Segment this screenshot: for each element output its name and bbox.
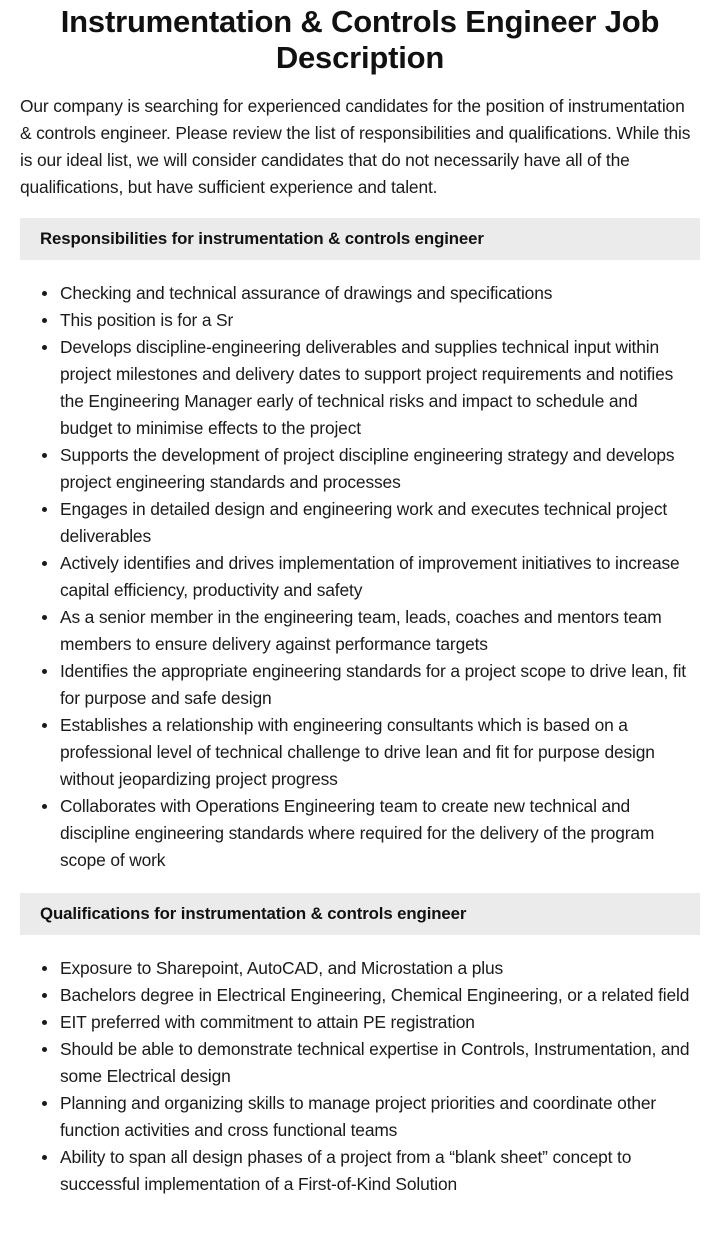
list-item: Bachelors degree in Electrical Engineering, Chemical Engineering, or a related field: [60, 982, 700, 1009]
responsibilities-list: [20, 280, 700, 874]
bullet-icon: [42, 1020, 47, 1025]
qualifications-heading: Qualifications for instrumentation & controls engineer: [20, 893, 700, 935]
bullet-icon: [42, 453, 47, 458]
list-item: Establishes a relationship with engineering consultants which is based on a professional level of technical challenge to drive lean and fit for purpose design without jeopardizing project progress: [60, 712, 700, 793]
bullet-icon: [42, 345, 47, 350]
bullet-icon: [42, 804, 47, 809]
bullet-icon: [42, 723, 47, 728]
bullet-icon: [42, 1101, 47, 1106]
list-item: Planning and organizing skills to manage project priorities and coordinate other function activities and cross functional teams: [60, 1090, 700, 1144]
list-item: Identifies the appropriate engineering standards for a project scope to drive lean, fit for purpose and safe design: [60, 658, 700, 712]
bullet-icon: [42, 291, 47, 296]
bullet-icon: [42, 669, 47, 674]
list-item: Develops discipline-engineering deliverables and supplies technical input within project milestones and delivery dates to support project requirements and notifies the Engineering Manager early of technical risks and impact to schedule and budget to minimise effects to the project: [60, 334, 700, 442]
list-item: This position is for a Sr: [60, 307, 700, 334]
list-item: Exposure to Sharepoint, AutoCAD, and Microstation a plus: [60, 955, 700, 982]
list-item: Supports the development of project discipline engineering strategy and develops project engineering standards and processes: [60, 442, 700, 496]
intro-paragraph: Our company is searching for experienced candidates for the position of instrumentation & controls engineer. Please review the list of responsibilities and qualifications. While this is our ideal list, we will consider candidates that do not necessarily have all of the qualifications, but have sufficient experience and talent.: [20, 96, 691, 197]
bullet-icon: [42, 966, 47, 971]
bullet-icon: [42, 1047, 47, 1052]
responsibilities-heading: Responsibilities for instrumentation & controls engineer: [20, 218, 700, 260]
qualifications-list: [20, 955, 700, 1198]
bullet-icon: [42, 1155, 47, 1160]
list-item: Engages in detailed design and engineering work and executes technical project deliverables: [60, 496, 700, 550]
bullet-icon: [42, 561, 47, 566]
bullet-icon: [42, 993, 47, 998]
list-item: Ability to span all design phases of a project from a “blank sheet” concept to successful implementation of a First-of-Kind Solution: [60, 1144, 700, 1198]
list-item: As a senior member in the engineering team, leads, coaches and mentors team members to ensure delivery against performance targets: [60, 604, 700, 658]
list-item: Checking and technical assurance of drawings and specifications: [60, 280, 700, 307]
bullet-icon: [42, 318, 47, 323]
bullet-icon: [42, 615, 47, 620]
list-item: Collaborates with Operations Engineering team to create new technical and discipline engineering standards where required for the delivery of the program scope of work: [60, 793, 700, 874]
list-item: Should be able to demonstrate technical expertise in Controls, Instrumentation, and some Electrical design: [60, 1036, 700, 1090]
list-item: EIT preferred with commitment to attain PE registration: [60, 1009, 700, 1036]
page-title: Instrumentation & Controls Engineer Job Description: [60, 4, 660, 75]
list-item: Actively identifies and drives implementation of improvement initiatives to increase capital efficiency, productivity and safety: [60, 550, 700, 604]
bullet-icon: [42, 507, 47, 512]
